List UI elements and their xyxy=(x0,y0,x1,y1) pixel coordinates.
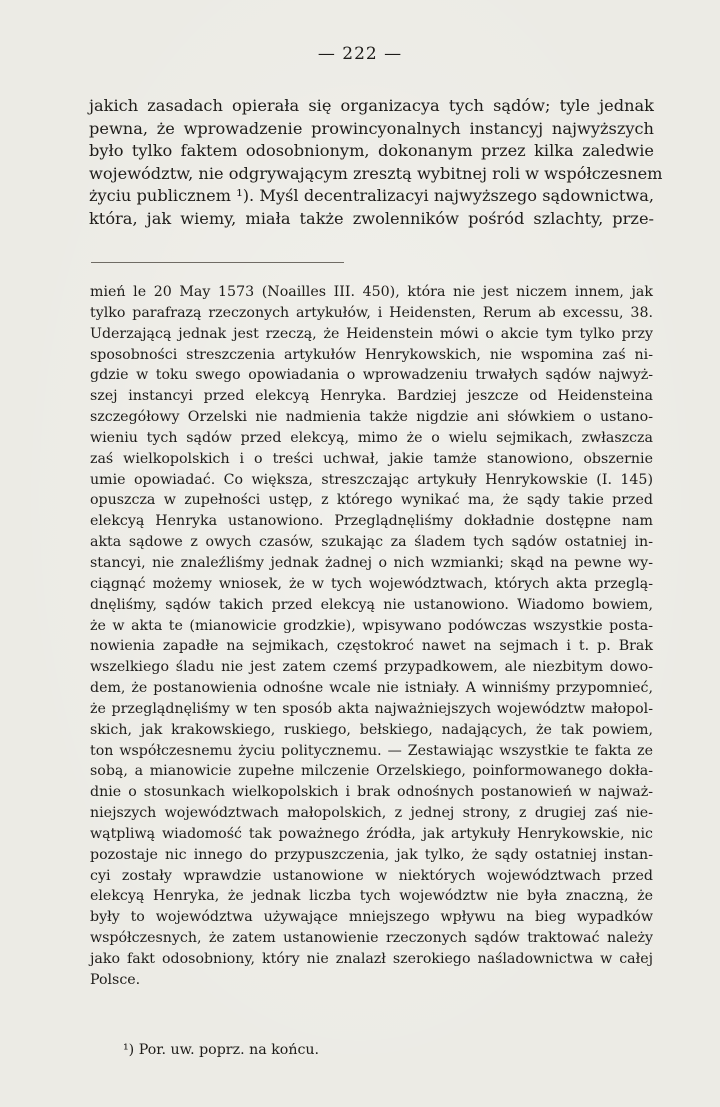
footnote-line: stancyi, nie znaleźliśmy jednak żadnej o nich wzmianki; skąd na pewne wy- xyxy=(90,554,653,571)
footnote-line: opuszcza w zupełności ustęp, z którego wynikać ma, że sądy takie przed xyxy=(90,492,653,509)
footnote-line: jako fakt odosobniony, który nie znalazł szerokiego naśladownictwa w całej xyxy=(90,951,653,967)
footnote-line: dnęliśmy, sądów takich przed elekcyą nie ustanowiono. Wiadomo bowiem, xyxy=(90,596,653,613)
footnote-line: wszelkiego śladu nie jest zatem czemś przypadkowem, ale niezbitym dowo- xyxy=(90,659,653,676)
footnote-line: dem, że postanowienia odnośne wcale nie istniały. A winniśmy przypomnieć, xyxy=(90,680,653,697)
footnote-line: elekcyą Henryka ustanowiono. Przeglądnęliśmy dokładnie dostępne nam xyxy=(90,513,653,530)
main-text-line: życiu publicznem ¹). Myśl decentralizacyi najwyższego sądownictwa, xyxy=(89,186,654,206)
footnote-line: szczegółowy Orzelski nie nadmienia także nigdzie ani słówkiem o ustano- xyxy=(90,409,653,426)
footnote-line: że przeglądnęliśmy w ten sposób akta najważniejszych województw małopol- xyxy=(90,700,653,717)
footnote-line: sobą, a mianowicie zupełne milczenie Orzelskiego, poinformowanego dokła- xyxy=(90,763,653,780)
footnote-block xyxy=(90,282,653,991)
footnote-line: zaś wielkopolskich i o treści uchwał, jakie tamże stanowiono, obszernie xyxy=(90,450,653,467)
main-text-line: pewna, że wprowadzenie prowincyonalnych instancyj najwyższych xyxy=(89,118,654,138)
footnote-line: Polsce. xyxy=(90,971,141,988)
footnote-line: tylko parafrazą rzeczonych artykułów, i Heidensten, Rerum ab excessu, 38. xyxy=(90,304,653,321)
footnote-line: elekcyą Henryka, że jednak liczba tych województw nie była znaczną, że xyxy=(90,888,653,905)
footnote-line: wieniu tych sądów przed elekcyą, mimo że o wielu sejmikach, zwłaszcza xyxy=(90,429,653,446)
footnote-line: niejszych województwach małopolskich, z jednej strony, z drugiej zaś nie- xyxy=(90,805,653,822)
footnote-line: że w akta te (mianowicie grodzkie), wpisywano podówczas wszystkie posta- xyxy=(90,617,653,634)
footnote-line: mień le 20 May 1573 (Noailles III. 450), która nie jest niczem innem, jak xyxy=(90,284,653,300)
footnote-line: współczesnych, że zatem ustanowienie rzeczonych sądów traktować należy xyxy=(90,930,653,947)
footnote-separator xyxy=(91,262,344,263)
main-text-line: województw, nie odgrywającym zresztą wybitnej roli w współczesnem xyxy=(89,163,663,183)
footnote-reference: ¹) Por. uw. poprz. na końcu. xyxy=(123,1042,320,1058)
main-text-line: która, jak wiemy, miała także zwolenników pośród szlachty, prze- xyxy=(89,208,654,228)
footnote-line: skich, jak krakowskiego, ruskiego, bełskiego, nadających, że tak powiem, xyxy=(90,721,653,738)
page-number: — 222 — xyxy=(317,44,403,64)
footnote-line: były to województwa używające mniejszego wpływu na bieg wypadków xyxy=(90,909,653,926)
footnote-line: wątpliwą wiadomość tak poważnego źródła, jak artykuły Henrykowskie, nic xyxy=(90,825,653,842)
footnote-line: dnie o stosunkach wielkopolskich i brak odnośnych postanowień w najważ- xyxy=(90,784,653,801)
footnote-line: akta sądowe z owych czasów, szukając za śladem tych sądów ostatniej in- xyxy=(90,534,653,551)
footnote-line: ciągnąć możemy wniosek, że w tych województwach, których akta przeglą- xyxy=(90,575,653,592)
main-text-block xyxy=(89,95,663,231)
footnote-line: pozostaje nic innego do przypuszczenia, jak tylko, że sądy ostatniej instan- xyxy=(90,846,653,863)
main-text-line: jakich zasadach opierała się organizacya tych sądów; tyle jednak xyxy=(89,96,654,115)
main-text-line: było tylko faktem odosobnionym, dokonanym przez kilka zaledwie xyxy=(89,141,654,161)
footnote-line: szej instancyi przed elekcyą Henryka. Bardziej jeszcze od Heidensteina xyxy=(90,388,653,405)
footnote-line: Uderzającą jednak jest rzeczą, że Heidenstein mówi o akcie tym tylko przy xyxy=(90,325,653,342)
footnote-line: sposobności streszczenia artykułów Henrykowskich, nie wspomina zaś ni- xyxy=(90,346,653,363)
footnote-line: cyi zostały wprawdzie ustanowione w niektórych województwach przed xyxy=(90,867,653,884)
footnote-line: ton współczesnemu życiu politycznemu. — Zestawiając wszystkie te fakta ze xyxy=(90,742,653,759)
footnote-line: nowienia zapadłe na sejmikach, częstokroć nawet na sejmach i t. p. Brak xyxy=(90,638,653,655)
footnote-line: gdzie w toku swego opowiadania o wprowadzeniu trwałych sądów najwyż- xyxy=(90,367,653,384)
footnote-line: umie opowiadać. Co większa, streszczając artykuły Henrykowskie (I. 145) xyxy=(90,471,653,488)
